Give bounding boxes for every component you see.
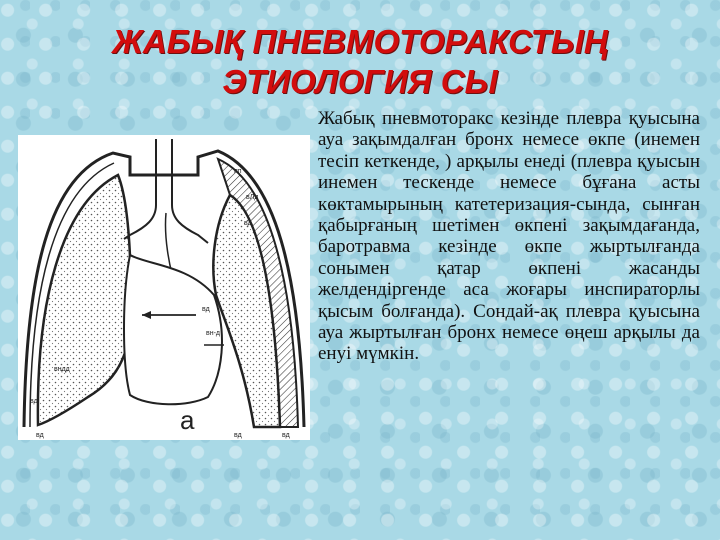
label-vnd-left: вндд [54,366,70,373]
label-vd-1: вд [244,220,252,227]
label-vd-6: вд [282,432,290,439]
label-vd-2: вд [202,306,210,313]
pneumothorax-diagram [18,135,310,440]
figure-letter: а [180,405,195,435]
slide-title-line-1: ЖАБЫҚ ПНЕВМОТОРАКСТЫҢ [112,23,608,60]
label-vd-4: вд [36,432,44,439]
label-pp: пп [234,168,242,175]
label-vld: вЛд [246,194,259,201]
label-vd-3: вд [30,398,38,405]
lungs-illustration [18,135,310,440]
label-vnd: вн-д [206,330,220,337]
left-lung [38,175,131,425]
body-paragraph: Жабық пневмоторакс кезінде плевра қуысына ауа зақымдалған бронх немесе өкпе (инемен тесіп кеткенде, ) арқылы енеді (плевра қуысын инемен тескенде немесе бұғана асты көктамырының катетеризация-сында, сынған қабырғаның шетімен өкпені зақымдағанда, баротравма кезінде өкпе жыртылғанда сонымен қатар өкпені жасанды желдендіргенде аса жоғары инспираторлы қысым болғанда). Сондай-ақ плевра қуысына ауа жыртылған бронх немесе өңеш арқылы да енуі мүмкін. [318,108,700,365]
slide-title-line-2: ЭТИОЛОГИЯ СЫ [222,63,498,100]
label-vd-5: вд [234,432,242,439]
slide-title [60,22,660,102]
